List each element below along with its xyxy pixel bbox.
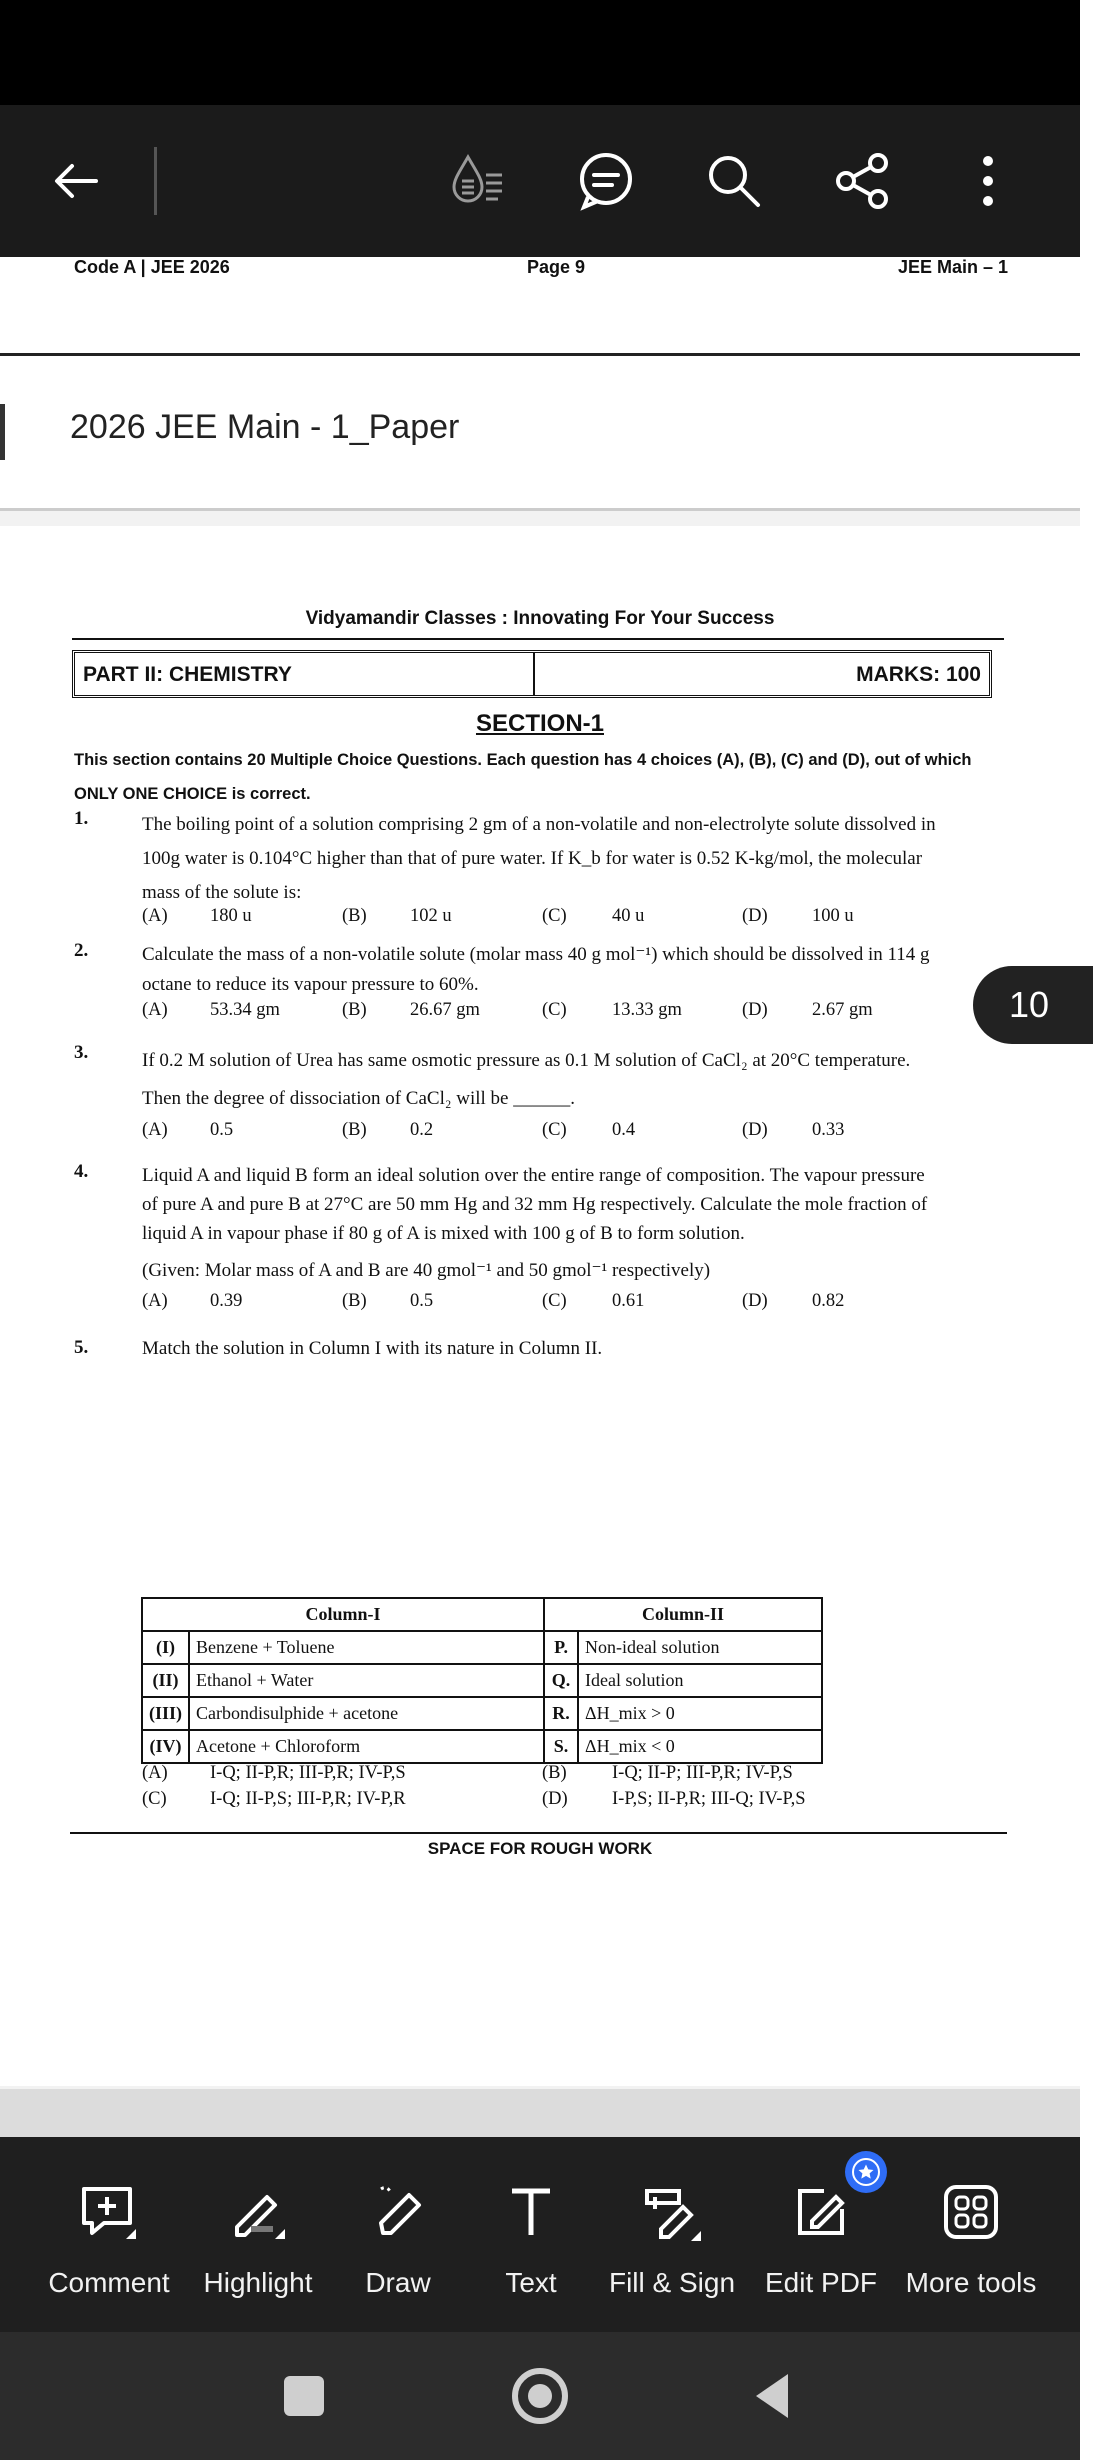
section-intro-line2: ONLY ONE CHOICE is correct.	[74, 785, 311, 803]
page-number-badge[interactable]: 10	[973, 966, 1093, 1044]
more-tools-button[interactable]	[896, 2137, 1046, 2332]
back-nav-icon[interactable]	[752, 2372, 792, 2425]
highlight-tool[interactable]	[183, 2137, 333, 2332]
draw-tool[interactable]	[323, 2137, 473, 2332]
question-number: 2.	[74, 940, 89, 961]
tool-label: Text	[505, 2267, 557, 2298]
question-number: 1.	[74, 808, 89, 829]
question-stem: If 0.2 M solution of Urea has same osmotic pressure as 0.1 M solution of CaCl₂ at 20°C temperature. Then the degree of dissociation of CaCl₂ will be ______.	[142, 1050, 911, 1109]
tool-label: More tools	[905, 2267, 1037, 2298]
back-arrow-icon[interactable]	[44, 149, 108, 213]
pdf-page	[0, 526, 1080, 2086]
options-row: (A) 0.5 (B) 0.2 (C) 0.4 (D) 0.33	[142, 1120, 845, 1140]
status-bar	[0, 0, 1080, 105]
question-stem: Liquid A and liquid B form an ideal solution over the entire range of composition. The vapour pressure of pure A and pure B at 27°C are 50 mm Hg and 32 mm Hg respectively. Calculate the mole fraction of liquid A in vapour phase if 80 g of A is mixed with 100 g of B to form solution. (Given: Molar mass of A and B are 40 gmol⁻¹ and 50 gmol⁻¹ respectively)	[142, 1165, 928, 1281]
tool-label: Draw	[365, 2267, 431, 2298]
document-viewport[interactable]	[0, 257, 1080, 2137]
previous-page-footer	[0, 257, 1080, 353]
recents-icon[interactable]	[284, 2376, 324, 2416]
read-aloud-icon[interactable]	[446, 149, 510, 213]
table-row: (I) Benzene + Toluene P. Non-ideal solution	[142, 1631, 822, 1664]
edit-pdf-tool[interactable]	[746, 2137, 896, 2332]
app-bar-divider	[154, 147, 157, 215]
column-1-header: Column-I	[142, 1598, 544, 1631]
footer-page: Page 9	[527, 257, 586, 277]
question-number: 3.	[74, 1042, 89, 1063]
search-icon[interactable]	[702, 149, 766, 213]
options-row: (A) 180 u (B) 102 u (C) 40 u (D) 100 u	[142, 906, 854, 926]
file-title-banner	[0, 356, 1080, 508]
options-row: (A) 53.34 gm (B) 26.67 gm (C) 13.33 gm (D) 2.67 gm	[142, 1000, 873, 1020]
app-bar	[0, 105, 1080, 257]
premium-star-badge	[845, 2151, 887, 2193]
comment-tool[interactable]	[34, 2137, 184, 2332]
match-table	[141, 1597, 823, 1764]
table-row: (IV) Acetone + Chloroform S. ΔH_mix < 0	[142, 1730, 822, 1763]
fill-sign-icon	[637, 2177, 707, 2247]
marks-label: MARKS: 100	[856, 663, 981, 686]
comment-plus-icon	[74, 2177, 144, 2247]
part-box	[72, 650, 992, 698]
question-stem: The boiling point of a solution comprising 2 gm of a non-volatile and non-electrolyte solute dissolved in 100g water is 0.104°C higher than that of pure water. If K_b for water is 0.52 K-kg/mol, the molecular mass of the solute is:	[142, 814, 936, 903]
options-row: (C) I-Q; II-P,S; III-P,R; IV-P,R (D) I-P,S; II-P,R; III-Q; IV-P,S	[142, 1789, 806, 1809]
question-stem: Match the solution in Column I with its nature in Column II.	[142, 1338, 603, 1359]
tool-label: Comment	[48, 2267, 170, 2298]
comment-bubble-icon[interactable]	[574, 149, 638, 213]
options-row: (A) I-Q; II-P,R; III-P,R; IV-P,S (B) I-Q; II-P; III-P,R; IV-P,S	[142, 1763, 793, 1783]
page-header: Vidyamandir Classes : Innovating For Your Success	[305, 608, 775, 629]
table-row: (III) Carbondisulphide + acetone R. ΔH_mix > 0	[142, 1697, 822, 1730]
rough-work-label: SPACE FOR ROUGH WORK	[427, 1839, 653, 1858]
tool-label: Fill & Sign	[608, 2267, 736, 2298]
footer-exam: JEE Main – 1	[898, 257, 1009, 277]
pencil-draw-icon	[363, 2177, 433, 2247]
tool-label: Highlight	[203, 2267, 313, 2298]
home-icon[interactable]	[512, 2368, 568, 2424]
highlighter-icon	[223, 2177, 293, 2247]
file-title: 2026 JEE Main - 1_Paper	[70, 408, 460, 446]
tool-label: Edit PDF	[764, 2267, 878, 2298]
question-stem: Calculate the mass of a non-volatile solute (molar mass 40 g mol⁻¹) which should be dissolved in 114 g octane to reduce its vapour pressure to 60%.	[142, 944, 930, 995]
section-title: SECTION-1	[475, 710, 604, 737]
question-number: 4.	[74, 1161, 89, 1182]
part-label: PART II: CHEMISTRY	[83, 663, 292, 686]
options-row: (A) 0.39 (B) 0.5 (C) 0.61 (D) 0.82	[142, 1291, 845, 1311]
footer-code: Code A | JEE 2026	[74, 257, 230, 277]
system-nav-bar	[0, 2332, 1080, 2460]
more-vertical-icon[interactable]	[956, 149, 1020, 213]
share-icon[interactable]	[830, 149, 894, 213]
text-tool[interactable]	[456, 2137, 606, 2332]
table-row: (II) Ethanol + Water Q. Ideal solution	[142, 1664, 822, 1697]
text-t-icon	[496, 2177, 566, 2247]
fill-sign-tool[interactable]	[597, 2137, 747, 2332]
bottom-toolbar	[0, 2137, 1080, 2332]
column-2-header: Column-II	[544, 1598, 822, 1631]
grid-icon	[936, 2177, 1006, 2247]
section-intro-line1: This section contains 20 Multiple Choice Questions. Each question has 4 choices (A), (B), (C) and (D), out of which	[74, 751, 972, 769]
question-number: 5.	[74, 1337, 89, 1358]
